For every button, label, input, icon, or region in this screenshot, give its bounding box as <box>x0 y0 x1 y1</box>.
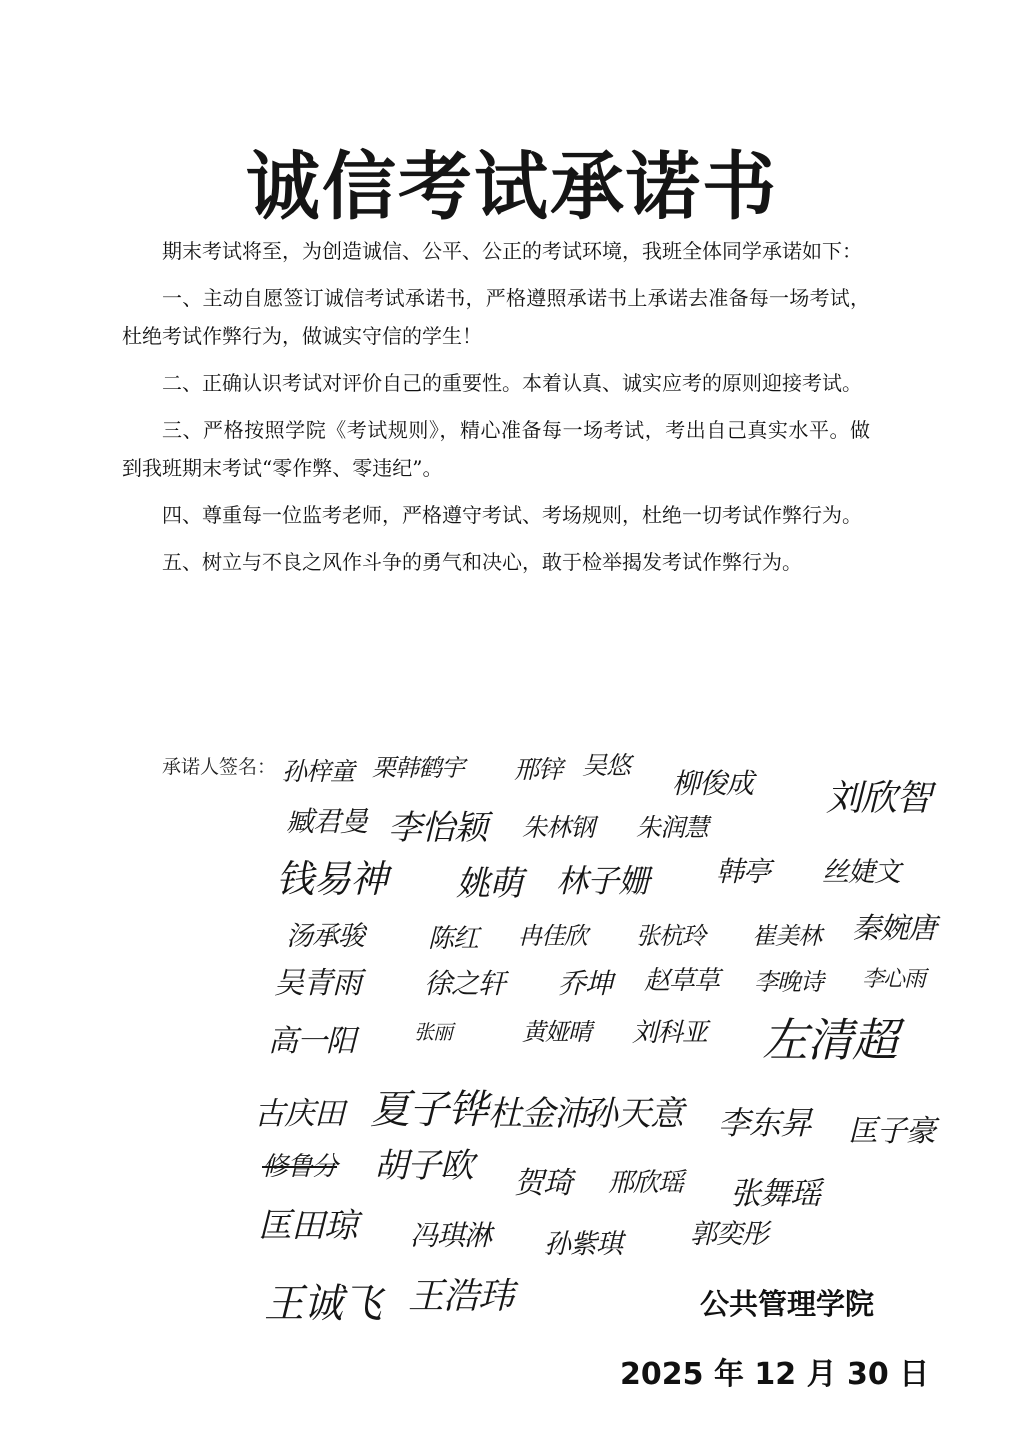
handwritten-signature: 朱润慧 <box>636 813 709 842</box>
signature-label: 承诺人签名： <box>162 756 277 778</box>
handwritten-signature: 邢锌 <box>514 755 563 784</box>
pledge-item-5: 五、树立与不良之风作斗争的勇气和决心，敢于检举揭发考试作弊行为。 <box>162 550 802 574</box>
handwritten-signature: 李心雨 <box>862 967 926 992</box>
handwritten-signature: 李东昇 <box>718 1104 812 1142</box>
handwritten-signature: 杜金沛 <box>488 1094 587 1134</box>
handwritten-signature: 高一阳 <box>268 1024 355 1059</box>
handwritten-signature: 郭奕彤 <box>690 1219 768 1250</box>
handwritten-signature: 孙梓童 <box>282 757 355 786</box>
pledge-item-1: 一、主动自愿签订诚信考试承诺书，严格遵照承诺书上承诺去准备每一场考试，杜绝考试作弊行为，做诚实守信的学生！ <box>122 286 870 348</box>
handwritten-signature: 栗韩鹤宇 <box>372 754 464 782</box>
handwritten-signature: 邢欣瑶 <box>608 1168 684 1198</box>
handwritten-signature: 冯琪淋 <box>410 1219 492 1252</box>
handwritten-signature: 姚萌 <box>456 864 522 904</box>
handwritten-signature: 吴悠 <box>582 751 631 780</box>
handwritten-signature: 王浩玮 <box>408 1276 514 1317</box>
pledge-item-4: 四、尊重每一位监考老师，严格遵守考试、考场规则，杜绝一切考试作弊行为。 <box>162 503 862 527</box>
handwritten-signature: 陈红 <box>428 924 479 954</box>
handwritten-signature: 钱易神 <box>276 857 388 901</box>
handwritten-signature: 崔美林 <box>752 922 821 950</box>
handwritten-signature: 夏子铧 <box>370 1087 487 1133</box>
handwritten-signature: 臧君曼 <box>286 805 368 838</box>
handwritten-signature: 韩亭 <box>716 855 771 888</box>
handwritten-signature: 匡子豪 <box>848 1114 935 1149</box>
handwritten-signature: 秦婉唐 <box>852 911 937 945</box>
handwritten-signature: 李晚诗 <box>754 968 823 996</box>
handwritten-signature: 刘欣智 <box>826 778 932 819</box>
organization-name: 公共管理学院 <box>700 1287 875 1321</box>
handwritten-signature: 冉佳欣 <box>518 922 587 950</box>
handwritten-signature: 张丽 <box>414 1020 452 1044</box>
handwritten-signature: 张杭玲 <box>636 922 705 950</box>
handwritten-signature: 黄娅晴 <box>522 1018 591 1046</box>
handwritten-signature: 刘科亚 <box>632 1018 708 1048</box>
handwritten-signature: 汤承骏 <box>286 921 364 952</box>
handwritten-signature: 古庆田 <box>254 1096 344 1132</box>
handwritten-signature: 吴青雨 <box>274 966 361 1001</box>
handwritten-signature: 胡子欧 <box>374 1146 473 1186</box>
handwritten-signature: 柳俊成 <box>672 767 754 800</box>
handwritten-signature: 贺琦 <box>514 1166 572 1201</box>
handwritten-signature: 左清超 <box>762 1013 897 1067</box>
handwritten-signature: 孙紫琪 <box>544 1229 622 1260</box>
pledge-item-3: 三、严格按照学院《考试规则》，精心准备每一场考试，考出自己真实水平。做到我班期末考试“零作弊、零违纪”。 <box>122 418 870 480</box>
handwritten-signature: 李怡颖 <box>388 808 487 848</box>
handwritten-signature: 赵草草 <box>644 966 720 996</box>
handwritten-signature: 丝婕文 <box>822 857 900 888</box>
document-title: 诚信考试承诺书 <box>246 144 778 230</box>
handwritten-signature: 修鲁分 <box>262 1152 338 1182</box>
intro-paragraph: 期末考试将至，为创造诚信、公平、公正的考试环境，我班全体同学承诺如下： <box>162 239 862 263</box>
handwritten-signature: 徐之轩 <box>424 967 506 1000</box>
handwritten-signature: 张舞瑶 <box>730 1176 820 1212</box>
handwritten-signature: 朱林钢 <box>522 813 595 842</box>
document-date: 2025 年 12 月 30 日 <box>620 1357 930 1392</box>
handwritten-signature: 林子姗 <box>556 862 650 900</box>
handwritten-signature: 匡田琼 <box>258 1206 357 1246</box>
handwritten-signature: 孙天意 <box>584 1094 683 1134</box>
handwritten-signature: 乔坤 <box>558 967 613 1000</box>
pledge-item-2: 二、正确认识考试对评价自己的重要性。本着认真、诚实应考的原则迎接考试。 <box>162 371 862 395</box>
handwritten-signature: 王诚飞 <box>264 1281 381 1327</box>
